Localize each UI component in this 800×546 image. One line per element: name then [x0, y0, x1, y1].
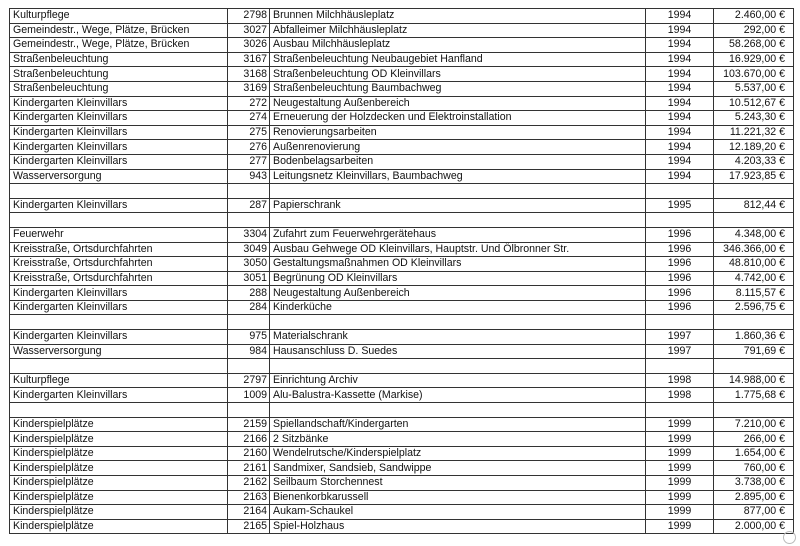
amount-cell: 8.115,57 € [714, 286, 794, 301]
category-cell: Kindergarten Kleinvillars [10, 96, 228, 111]
table-row [10, 242, 794, 257]
category-cell: Straßenbeleuchtung [10, 81, 228, 96]
year-cell: 1998 [646, 373, 714, 388]
year-cell: 1999 [646, 417, 714, 432]
amount-cell: 16.929,00 € [714, 52, 794, 67]
category-cell: Kindergarten Kleinvillars [10, 330, 228, 345]
table-row [10, 125, 794, 140]
table-row [10, 403, 794, 418]
amount-cell: 103.670,00 € [714, 67, 794, 82]
table-row [10, 23, 794, 38]
category-cell: Kindergarten Kleinvillars [10, 154, 228, 169]
category-cell: Kreisstraße, Ortsdurchfahrten [10, 257, 228, 272]
category-cell: Kinderspielplätze [10, 432, 228, 447]
amount-cell: 292,00 € [714, 23, 794, 38]
number-cell: 3304 [228, 227, 270, 242]
description-cell: Kinderküche [270, 300, 646, 315]
number-cell: 3049 [228, 242, 270, 257]
year-cell: 1994 [646, 154, 714, 169]
table-row [10, 388, 794, 403]
category-cell: Gemeindestr., Wege, Plätze, Brücken [10, 23, 228, 38]
amount-cell: 2.895,00 € [714, 490, 794, 505]
year-cell: 1996 [646, 271, 714, 286]
table-row [10, 111, 794, 126]
year-cell: 1996 [646, 227, 714, 242]
amount-cell: 7.210,00 € [714, 417, 794, 432]
category-cell [10, 359, 228, 374]
year-cell: 1999 [646, 490, 714, 505]
table-row [10, 519, 794, 534]
number-cell: 277 [228, 154, 270, 169]
year-cell: 1994 [646, 23, 714, 38]
table-row [10, 271, 794, 286]
description-cell: Abfalleimer Milchhäusleplatz [270, 23, 646, 38]
year-cell [646, 184, 714, 199]
number-cell: 984 [228, 344, 270, 359]
table-row [10, 505, 794, 520]
description-cell: Straßenbeleuchtung OD Kleinvillars [270, 67, 646, 82]
document-sheet [9, 8, 793, 534]
description-cell: Aukam-Schaukel [270, 505, 646, 520]
table-row [10, 359, 794, 374]
description-cell: Brunnen Milchhäusleplatz [270, 9, 646, 24]
number-cell: 1009 [228, 388, 270, 403]
amount-cell: 2.460,00 € [714, 9, 794, 24]
category-cell: Kindergarten Kleinvillars [10, 140, 228, 155]
number-cell [228, 213, 270, 228]
table-row [10, 446, 794, 461]
table-row [10, 81, 794, 96]
category-cell [10, 184, 228, 199]
number-cell: 943 [228, 169, 270, 184]
category-cell: Wasserversorgung [10, 344, 228, 359]
amount-cell: 12.189,20 € [714, 140, 794, 155]
description-cell: Wendelrutsche/Kinderspielplatz [270, 446, 646, 461]
number-cell: 3027 [228, 23, 270, 38]
amount-cell: 4.203,33 € [714, 154, 794, 169]
table-row [10, 198, 794, 213]
description-cell: Hausanschluss D. Suedes [270, 344, 646, 359]
table-row [10, 52, 794, 67]
table-row [10, 373, 794, 388]
number-cell: 2164 [228, 505, 270, 520]
number-cell [228, 359, 270, 374]
table-row [10, 286, 794, 301]
amount-cell: 4.348,00 € [714, 227, 794, 242]
category-cell [10, 213, 228, 228]
description-cell: Außenrenovierung [270, 140, 646, 155]
amount-cell: 877,00 € [714, 505, 794, 520]
amount-cell: 58.268,00 € [714, 38, 794, 53]
amount-cell [714, 184, 794, 199]
category-cell: Kinderspielplätze [10, 461, 228, 476]
number-cell: 2161 [228, 461, 270, 476]
amount-cell: 1.654,00 € [714, 446, 794, 461]
description-cell: Sandmixer, Sandsieb, Sandwippe [270, 461, 646, 476]
number-cell: 287 [228, 198, 270, 213]
table-row [10, 213, 794, 228]
table-row [10, 461, 794, 476]
description-cell: Begrünung OD Kleinvillars [270, 271, 646, 286]
year-cell: 1999 [646, 461, 714, 476]
table-row [10, 476, 794, 491]
category-cell: Kindergarten Kleinvillars [10, 111, 228, 126]
description-cell: 2 Sitzbänke [270, 432, 646, 447]
description-cell: Straßenbeleuchtung Baumbachweg [270, 81, 646, 96]
amount-cell: 5.537,00 € [714, 81, 794, 96]
number-cell: 3168 [228, 67, 270, 82]
description-cell [270, 213, 646, 228]
category-cell [10, 403, 228, 418]
description-cell: Gestaltungsmaßnahmen OD Kleinvillars [270, 257, 646, 272]
description-cell: Zufahrt zum Feuerwehrgerätehaus [270, 227, 646, 242]
number-cell: 2166 [228, 432, 270, 447]
number-cell: 3167 [228, 52, 270, 67]
number-cell: 2165 [228, 519, 270, 534]
table-row [10, 184, 794, 199]
amount-cell: 10.512,67 € [714, 96, 794, 111]
description-cell: Ausbau Milchhäusleplatz [270, 38, 646, 53]
amount-cell [714, 315, 794, 330]
amount-cell: 3.738,00 € [714, 476, 794, 491]
category-cell: Kinderspielplätze [10, 417, 228, 432]
table-row [10, 96, 794, 111]
table-row [10, 169, 794, 184]
year-cell: 1994 [646, 52, 714, 67]
year-cell [646, 315, 714, 330]
year-cell: 1996 [646, 242, 714, 257]
year-cell: 1994 [646, 169, 714, 184]
amount-cell: 346.366,00 € [714, 242, 794, 257]
description-cell [270, 315, 646, 330]
amount-cell [714, 213, 794, 228]
year-cell: 1994 [646, 125, 714, 140]
year-cell: 1998 [646, 388, 714, 403]
year-cell: 1996 [646, 300, 714, 315]
table-row [10, 38, 794, 53]
category-cell: Kindergarten Kleinvillars [10, 388, 228, 403]
amount-cell: 2.000,00 € [714, 519, 794, 534]
year-cell: 1996 [646, 257, 714, 272]
description-cell: Spiel-Holzhaus [270, 519, 646, 534]
category-cell: Kinderspielplätze [10, 505, 228, 520]
number-cell: 975 [228, 330, 270, 345]
year-cell [646, 403, 714, 418]
category-cell: Kulturpflege [10, 9, 228, 24]
description-cell: Bienenkorbkarussell [270, 490, 646, 505]
description-cell: Materialschrank [270, 330, 646, 345]
amount-cell: 812,44 € [714, 198, 794, 213]
description-cell: Seilbaum Storchennest [270, 476, 646, 491]
number-cell: 3169 [228, 81, 270, 96]
category-cell: Kindergarten Kleinvillars [10, 125, 228, 140]
description-cell [270, 403, 646, 418]
number-cell: 275 [228, 125, 270, 140]
description-cell [270, 184, 646, 199]
amount-cell [714, 403, 794, 418]
category-cell: Kulturpflege [10, 373, 228, 388]
year-cell: 1994 [646, 38, 714, 53]
year-cell: 1994 [646, 111, 714, 126]
number-cell: 276 [228, 140, 270, 155]
number-cell: 2159 [228, 417, 270, 432]
number-cell: 288 [228, 286, 270, 301]
year-cell: 1994 [646, 81, 714, 96]
description-cell: Alu-Balustra-Kassette (Markise) [270, 388, 646, 403]
year-cell: 1995 [646, 198, 714, 213]
category-cell: Straßenbeleuchtung [10, 52, 228, 67]
number-cell: 2160 [228, 446, 270, 461]
number-cell [228, 184, 270, 199]
description-cell: Leitungsnetz Kleinvillars, Baumbachweg [270, 169, 646, 184]
table-row [10, 154, 794, 169]
amount-cell: 1.860,36 € [714, 330, 794, 345]
category-cell: Straßenbeleuchtung [10, 67, 228, 82]
number-cell: 3050 [228, 257, 270, 272]
year-cell: 1999 [646, 432, 714, 447]
amount-cell: 14.988,00 € [714, 373, 794, 388]
number-cell: 274 [228, 111, 270, 126]
year-cell: 1996 [646, 286, 714, 301]
category-cell [10, 315, 228, 330]
amount-cell: 2.596,75 € [714, 300, 794, 315]
table-row [10, 432, 794, 447]
description-cell: Renovierungsarbeiten [270, 125, 646, 140]
amount-cell: 48.810,00 € [714, 257, 794, 272]
number-cell: 3026 [228, 38, 270, 53]
number-cell: 2163 [228, 490, 270, 505]
category-cell: Gemeindestr., Wege, Plätze, Brücken [10, 38, 228, 53]
category-cell: Kreisstraße, Ortsdurchfahrten [10, 242, 228, 257]
year-cell: 1999 [646, 476, 714, 491]
category-cell: Kinderspielplätze [10, 490, 228, 505]
number-cell: 284 [228, 300, 270, 315]
category-cell: Feuerwehr [10, 227, 228, 242]
year-cell: 1999 [646, 519, 714, 534]
table-row [10, 417, 794, 432]
year-cell [646, 213, 714, 228]
table-row [10, 227, 794, 242]
year-cell: 1994 [646, 67, 714, 82]
amount-cell: 4.742,00 € [714, 271, 794, 286]
amount-cell: 1.775,68 € [714, 388, 794, 403]
table-row [10, 257, 794, 272]
description-cell [270, 359, 646, 374]
description-cell: Neugestaltung Außenbereich [270, 286, 646, 301]
year-cell: 1999 [646, 446, 714, 461]
description-cell: Papierschrank [270, 198, 646, 213]
category-cell: Kindergarten Kleinvillars [10, 300, 228, 315]
year-cell: 1997 [646, 330, 714, 345]
description-cell: Einrichtung Archiv [270, 373, 646, 388]
number-cell [228, 315, 270, 330]
number-cell [228, 403, 270, 418]
number-cell: 2797 [228, 373, 270, 388]
description-cell: Neugestaltung Außenbereich [270, 96, 646, 111]
category-cell: Kreisstraße, Ortsdurchfahrten [10, 271, 228, 286]
year-cell: 1994 [646, 9, 714, 24]
table-row [10, 344, 794, 359]
category-cell: Kinderspielplätze [10, 446, 228, 461]
description-cell: Erneuerung der Holzdecken und Elektroinstallation [270, 111, 646, 126]
category-cell: Wasserversorgung [10, 169, 228, 184]
amount-cell: 5.243,30 € [714, 111, 794, 126]
amount-cell: 760,00 € [714, 461, 794, 476]
category-cell: Kindergarten Kleinvillars [10, 286, 228, 301]
description-cell: Bodenbelagsarbeiten [270, 154, 646, 169]
table-row [10, 300, 794, 315]
number-cell: 2798 [228, 9, 270, 24]
table-row [10, 330, 794, 345]
year-cell: 1994 [646, 140, 714, 155]
table-row [10, 490, 794, 505]
scan-mark-icon [783, 531, 796, 544]
number-cell: 3051 [228, 271, 270, 286]
investment-table [9, 8, 794, 534]
amount-cell: 17.923,85 € [714, 169, 794, 184]
category-cell: Kinderspielplätze [10, 519, 228, 534]
number-cell: 2162 [228, 476, 270, 491]
description-cell: Ausbau Gehwege OD Kleinvillars, Hauptstr. Und Ölbronner Str. [270, 242, 646, 257]
number-cell: 272 [228, 96, 270, 111]
year-cell: 1994 [646, 96, 714, 111]
category-cell: Kinderspielplätze [10, 476, 228, 491]
table-row [10, 140, 794, 155]
year-cell: 1997 [646, 344, 714, 359]
amount-cell: 791,69 € [714, 344, 794, 359]
table-body [10, 9, 794, 534]
description-cell: Spiellandschaft/Kindergarten [270, 417, 646, 432]
table-row [10, 67, 794, 82]
description-cell: Straßenbeleuchtung Neubaugebiet Hanfland [270, 52, 646, 67]
year-cell: 1999 [646, 505, 714, 520]
year-cell [646, 359, 714, 374]
table-row [10, 315, 794, 330]
table-row [10, 9, 794, 24]
amount-cell [714, 359, 794, 374]
amount-cell: 11.221,32 € [714, 125, 794, 140]
amount-cell: 266,00 € [714, 432, 794, 447]
category-cell: Kindergarten Kleinvillars [10, 198, 228, 213]
